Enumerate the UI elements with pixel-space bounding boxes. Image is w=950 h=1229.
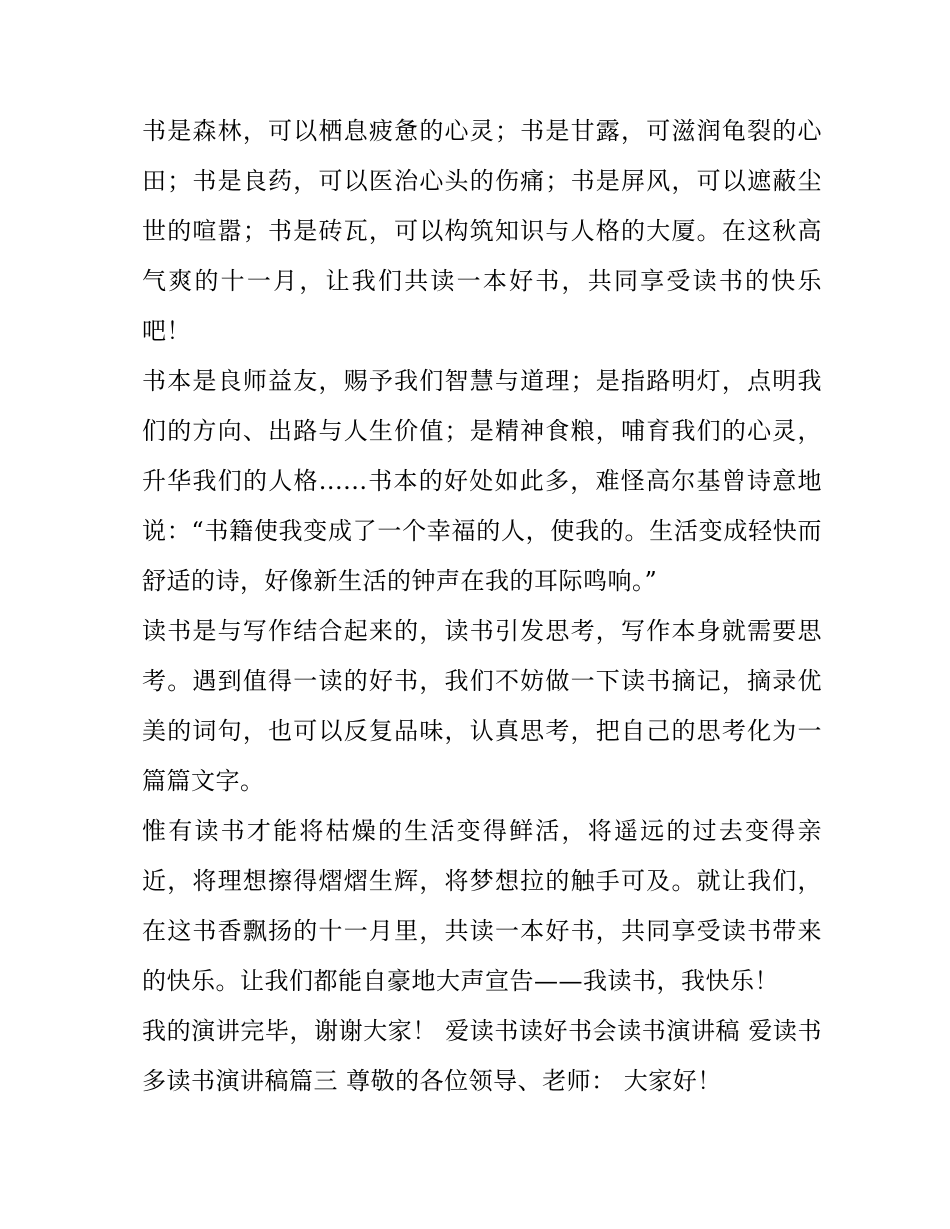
paragraph-1: 书是森林，可以栖息疲惫的心灵；书是甘露，可滋润龟裂的心田；书是良药，可以医治心头的伤痛；书是屏风，可以遮蔽尘世的喧嚣；书是砖瓦，可以构筑知识与人格的大厦。在这秋高气爽的十一月，让我们共读一本好书，共同享受读书的快乐吧！	[142, 117, 822, 345]
paragraph-4: 惟有读书才能将枯燥的生活变得鲜活，将遥远的过去变得亲近，将理想擦得熠熠生辉，将梦想拉的触手可及。就让我们，在这书香飘扬的十一月里，共读一本好书，共同享受读书带来的快乐。让我们都能自豪地大声宣告——我读书，我快乐！	[142, 817, 822, 995]
paragraph-2: 书本是良师益友，赐予我们智慧与道理；是指路明灯，点明我们的方向、出路与人生价值；是精神食粮，哺育我们的心灵，升华我们的人格......书本的好处如此多，难怪高尔基曾诗意地说：“书籍使我变成了一个幸福的人，使我的。生活变成轻快而舒适的诗，好像新生活的钟声在我的耳际鸣响。”	[142, 367, 822, 595]
document-body	[142, 106, 822, 1106]
paragraph-5: 我的演讲完毕，谢谢大家！ 爱读书读好书会读书演讲稿 爱读书多读书演讲稿篇三 尊敬的各位领导、老师： 大家好！	[142, 1017, 822, 1095]
paragraph-3: 读书是与写作结合起来的，读书引发思考，写作本身就需要思考。遇到值得一读的好书，我们不妨做一下读书摘记，摘录优美的词句，也可以反复品味，认真思考，把自己的思考化为一篇篇文字。	[142, 617, 822, 795]
